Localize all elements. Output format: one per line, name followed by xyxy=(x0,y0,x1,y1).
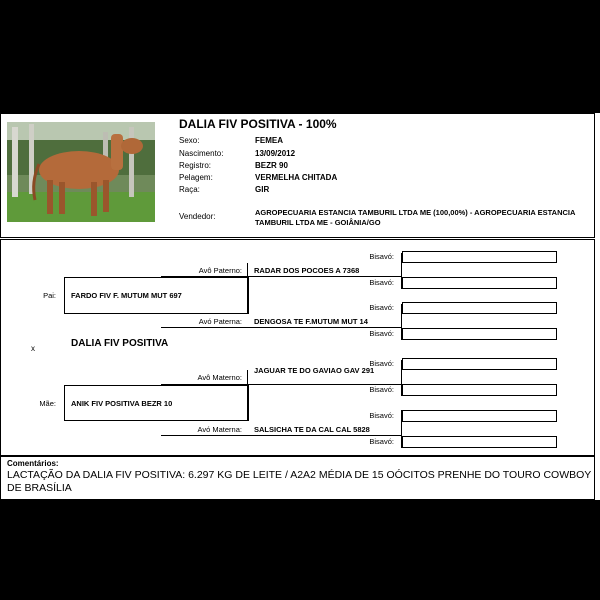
registry-value: BEZR 90 xyxy=(255,161,288,170)
vendor-label: Vendedor: xyxy=(179,212,216,221)
animal-header xyxy=(0,113,595,238)
maternal-grandmother: SALSICHA TE DA CAL CAL 5828 xyxy=(254,425,370,434)
animal-title: DALIA FIV POSITIVA - 100% xyxy=(179,117,337,131)
bisavo-label-8: Bisavó: xyxy=(369,437,394,446)
breed-label: Raça: xyxy=(179,185,200,194)
sex-label: Sexo: xyxy=(179,136,200,145)
animal-sheet xyxy=(0,113,600,500)
bisavo-box-2 xyxy=(402,277,557,289)
animal-photo xyxy=(7,122,155,222)
bisavo-box-6 xyxy=(402,384,557,396)
comments-section xyxy=(0,456,595,500)
bisavo-box-3 xyxy=(402,302,557,314)
bisavo-box-7 xyxy=(402,410,557,422)
bisavo-label-7: Bisavó: xyxy=(369,411,394,420)
bisavo-box-8 xyxy=(402,436,557,448)
bisavo-box-1 xyxy=(402,251,557,263)
maternal-grandfather: JAGUAR TE DO GAVIAO GAV 291 xyxy=(254,366,375,375)
registry-label: Registro: xyxy=(179,161,212,170)
bisavo-label-5: Bisavó: xyxy=(369,359,394,368)
paternal-grandfather: RADAR DOS POCOES A 7368 xyxy=(254,266,360,275)
pedigree-section xyxy=(0,239,595,456)
dam-label: Mãe: xyxy=(39,399,56,408)
comments-label: Comentários: xyxy=(7,459,59,468)
bisavo-label-1: Bisavó: xyxy=(369,252,394,261)
coat-value: VERMELHA CHITADA xyxy=(255,173,338,182)
bisavo-label-2: Bisavó: xyxy=(369,278,394,287)
cross-mark: x xyxy=(31,344,35,353)
sire-label: Pai: xyxy=(43,291,56,300)
bisavo-label-6: Bisavó: xyxy=(369,385,394,394)
maternal-grandmother-label: Avó Materna: xyxy=(197,425,242,434)
paternal-grandfather-label: Avô Paterno: xyxy=(198,266,242,275)
vendor-value: AGROPECUARIA ESTANCIA TAMBURIL LTDA ME (100,00%) - AGROPECUARIA ESTANCIA TAMBURIL LTDA ME - GOIÂNIA/GO xyxy=(255,208,576,227)
maternal-grandfather-label: Avô Materno: xyxy=(197,373,242,382)
coat-label: Pelagem: xyxy=(179,173,213,182)
birth-value: 13/09/2012 xyxy=(255,149,296,158)
sex-value: FEMEA xyxy=(255,136,283,145)
dam-name: ANIK FIV POSITIVA BEZR 10 xyxy=(71,399,173,408)
comments-text: LACTAÇÃO DA DALIA FIV POSITIVA: 6.297 KG DE LEITE / A2A2 MÉDIA DE 15 OÓCITOS PRENHE DO TOURO COWBOY DE BRASÍLIA xyxy=(7,469,592,494)
bisavo-label-4: Bisavó: xyxy=(369,329,394,338)
breed-value: GIR xyxy=(255,185,270,194)
paternal-grandmother-label: Avó Paterna: xyxy=(198,317,242,326)
sire-name: FARDO FIV F. MUTUM MUT 697 xyxy=(71,291,182,300)
bisavo-label-3: Bisavó: xyxy=(369,303,394,312)
birth-label: Nascimento: xyxy=(179,149,224,158)
bisavo-box-5 xyxy=(402,358,557,370)
paternal-grandmother: DENGOSA TE F.MUTUM MUT 14 xyxy=(254,317,368,326)
pedigree-animal-name: DALIA FIV POSITIVA xyxy=(71,338,169,349)
bisavo-box-4 xyxy=(402,328,557,340)
